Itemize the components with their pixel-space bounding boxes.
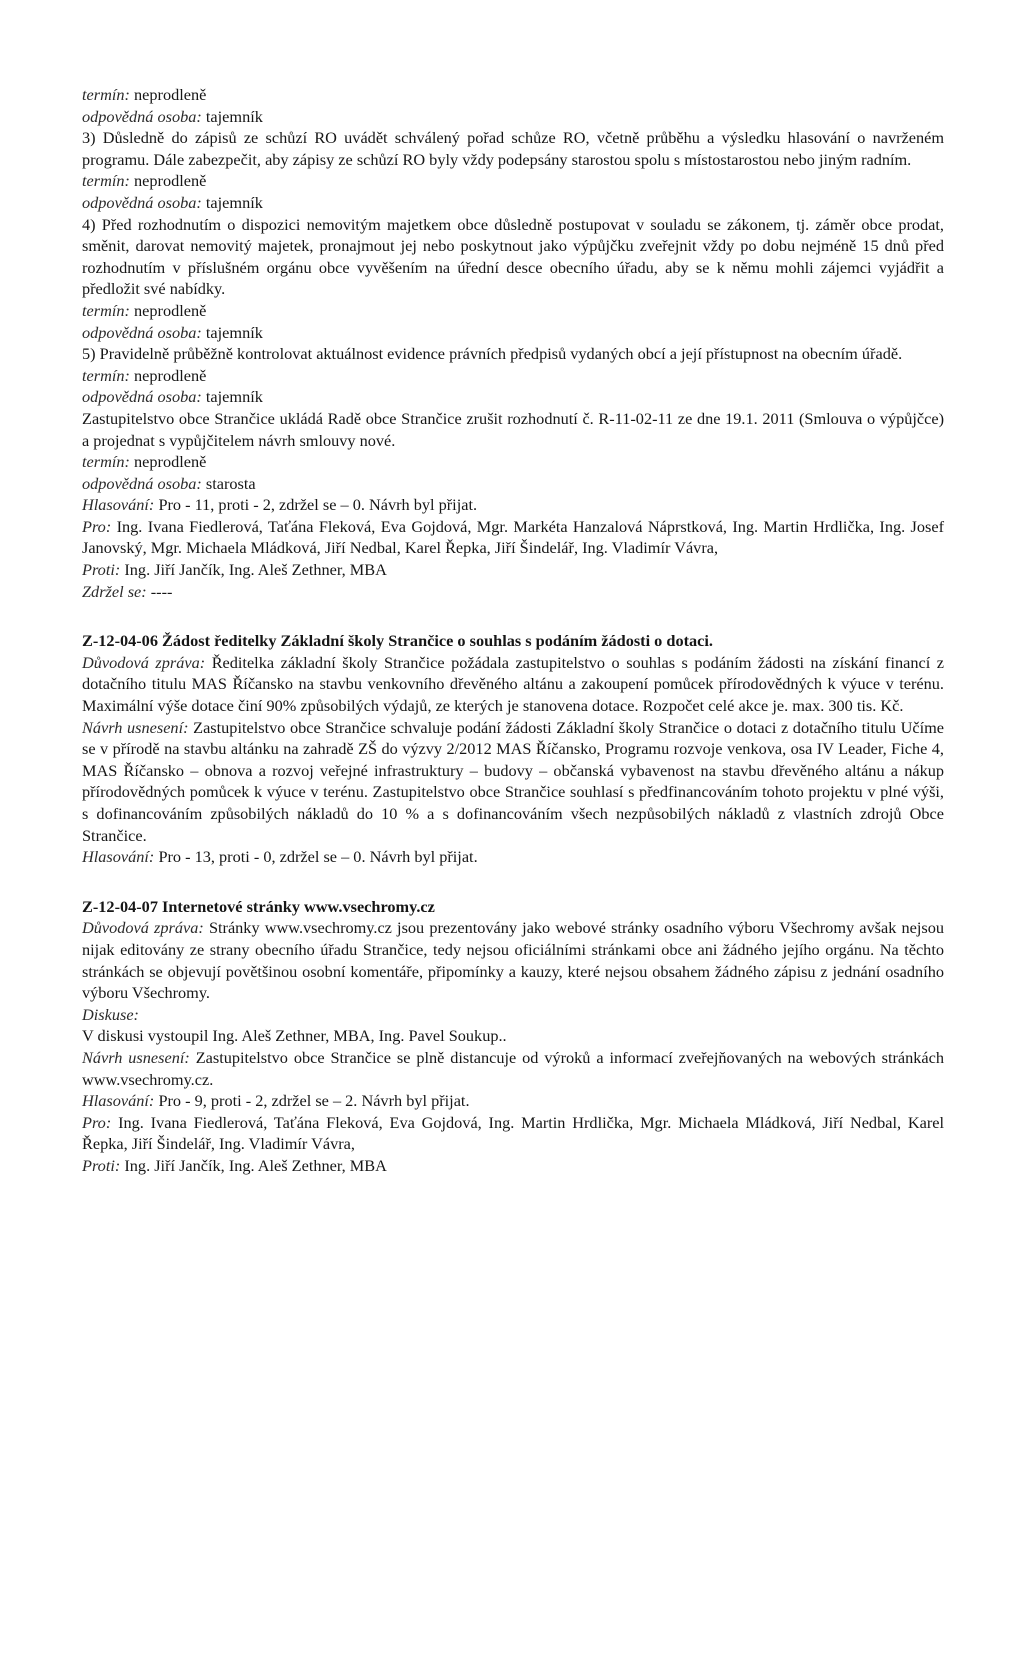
- deadline-line: [82, 451, 944, 473]
- proti-value: Ing. Jiří Jančík, Ing. Aleš Zethner, MBA: [124, 1155, 387, 1175]
- deadline-line: [82, 84, 944, 106]
- responsible-value: tajemník: [205, 322, 263, 342]
- deadline-label: termín:: [82, 300, 130, 320]
- proti-line: [82, 1155, 944, 1177]
- deadline-value: neprodleně: [134, 171, 207, 191]
- discussion-value: V diskusi vystoupil Ing. Aleš Zethner, MBA, Ing. Pavel Soukup..: [82, 1026, 507, 1046]
- vote-line: [82, 1090, 944, 1112]
- report-paragraph: [82, 917, 944, 1003]
- pro-value: Ing. Ivana Fiedlerová, Taťána Fleková, Eva Gojdová, Mgr. Markéta Hanzalová Náprstková, Ing. Martin Hrdlička, Ing. Josef Janovský, Mgr. Michaela Mládková, Jiří Nedbal, Karel Řepka, Jiří Šindelář, Ing. Vladimír Vávra,: [82, 516, 944, 558]
- section-z-12-04-06: [82, 630, 944, 868]
- pro-line: [82, 516, 944, 559]
- section-z-12-04-07: [82, 896, 944, 1177]
- responsible-line: [82, 106, 944, 128]
- proti-label: Proti:: [82, 1155, 121, 1175]
- abstain-label: Zdržel se:: [82, 581, 147, 601]
- responsible-label: odpovědná osoba:: [82, 473, 202, 493]
- section-heading: Z-12-04-06 Žádost ředitelky Základní školy Strančice o souhlas s podáním žádosti o dotaci.: [82, 631, 713, 651]
- deadline-value: neprodleně: [134, 300, 207, 320]
- pro-label: Pro:: [82, 516, 112, 536]
- document-page: [82, 84, 944, 1177]
- report-label: Důvodová zpráva:: [82, 652, 206, 672]
- responsible-label: odpovědná osoba:: [82, 106, 202, 126]
- vote-label: Hlasování:: [82, 1091, 155, 1111]
- report-label: Důvodová zpráva:: [82, 918, 204, 938]
- discussion-label: Diskuse:: [82, 1004, 139, 1024]
- section-heading: Z-12-04-07 Internetové stránky www.vsechromy.cz: [82, 896, 435, 916]
- vote-line: [82, 494, 944, 516]
- proti-line: [82, 559, 944, 581]
- report-value: Ředitelka základní školy Strančice požádala zastupitelstvo o souhlas s podáním žádosti na získání financí z dotačního titulu MAS Říčansko na stavbu venkovního dřevěného altánu a zakoupení pomůcek přírodovědných k výuce v terénu. Maximální výše dotace činí 90% způsobilých výdajů, ze kterých je stanovena dotace. Rozpočet celé akce je. max. 300 tis. Kč.: [82, 652, 944, 716]
- responsible-value: starosta: [205, 473, 256, 493]
- report-value: Stránky www.vsechromy.cz jsou prezentovány jako webové stránky osadního výboru Všechromy avšak nejsou nijak editovány ze strany obecního úřadu Strančice, tedy nejsou oficiálními stránkami obce ani žádného jejího orgánu. Na těchto stránkách se objevují povětšinou osobní komentáře, připomínky a kauzy, které nejsou obsahem žádného zápisu z jednání osadního výboru Všechromy.: [82, 918, 944, 1003]
- proposal-value: Zastupitelstvo obce Strančice schvaluje podání žádosti Základní školy Strančice o dotaci z dotačního titulu Učíme se v přírodě na stavbu altánku na zahradě ZŠ do výzvy 2/2012 MAS Říčansko, Programu rozvoje venkova, osa IV Leader, Fiche 4, MAS Říčansko – obnova a rozvoj veřejné infrastruktury – budovy – občanská vybavenost na stavbu dřevěného altánu a nákup přírodovědných pomůcek k výuce v terénu. Zastupitelstvo obce Strančice souhlasí s předfinancováním tohoto projektu v plné výši, s dofinancováním způsobilých nákladů do 10 % a s dofinancováním všech nezpůsobilých nákladů z vlastních zdrojů Obce Strančice.: [82, 717, 944, 845]
- responsible-value: tajemník: [205, 192, 263, 212]
- item-5-text: 5) Pravidelně průběžně kontrolovat aktuálnost evidence právních předpisů vydaných obcí a její přístupnost na obecním úřadě.: [82, 344, 903, 364]
- resolution-text: Zastupitelstvo obce Strančice ukládá Radě obce Strančice zrušit rozhodnutí č. R-11-02-11 ze dne 19.1. 2011 (Smlouva o výpůjčce) a projednat s vypůjčitelem návrh smlouvy nové.: [82, 408, 944, 450]
- responsible-value: tajemník: [205, 106, 263, 126]
- pro-label: Pro:: [82, 1112, 112, 1132]
- abstain-line: [82, 581, 944, 603]
- report-paragraph: [82, 652, 944, 717]
- responsible-label: odpovědná osoba:: [82, 192, 202, 212]
- proti-value: Ing. Jiří Jančík, Ing. Aleš Zethner, MBA: [124, 560, 387, 580]
- proposal-value: Zastupitelstvo obce Strančice se plně distancuje od výroků a informací zveřejňovaných na webových stránkách www.vsechromy.cz.: [82, 1047, 944, 1089]
- item-4-text: 4) Před rozhodnutím o dispozici nemovitým majetkem obce důsledně postupovat v souladu se zákonem, tj. záměr obce prodat, směnit, darovat nemovitý majetek, pronajmout jej nebo poskytnout jako výpůjčku zveřejnit vždy po dobu nejméně 15 dnů před rozhodnutím v příslušném orgánu obce vyvěšením na úřední desce obecního úřadu, aby se k němu mohli zájemci vyjádřit a předložit své nabídky.: [82, 214, 944, 299]
- deadline-value: neprodleně: [134, 85, 207, 104]
- pro-value: Ing. Ivana Fiedlerová, Taťána Fleková, Eva Gojdová, Ing. Martin Hrdlička, Mgr. Michaela Mládková, Jiří Nedbal, Karel Řepka, Jiří Šindelář, Ing. Vladimír Vávra,: [82, 1112, 944, 1154]
- responsible-line: [82, 192, 944, 214]
- abstain-value: ----: [150, 581, 173, 601]
- responsible-label: odpovědná osoba:: [82, 387, 202, 407]
- responsible-line: [82, 386, 944, 408]
- deadline-line: [82, 365, 944, 387]
- deadline-value: neprodleně: [134, 452, 207, 472]
- proposal-paragraph: [82, 717, 944, 847]
- responsible-label: odpovědná osoba:: [82, 322, 202, 342]
- item-3-text: 3) Důsledně do zápisů ze schůzí RO uvádět schválený pořad schůze RO, včetně průběhu a výsledku hlasování o navrženém programu. Dále zabezpečit, aby zápisy ze schůzí RO byly vždy podepsány starostou spolu s místostarostou nebo jiným radním.: [82, 128, 944, 169]
- proposal-paragraph: [82, 1047, 944, 1090]
- vote-value: Pro - 9, proti - 2, zdržel se – 2. Návrh byl přijat.: [158, 1091, 470, 1111]
- responsible-line: [82, 322, 944, 344]
- vote-value: Pro - 11, proti - 2, zdržel se – 0. Návrh byl přijat.: [158, 495, 478, 515]
- pro-line: [82, 1112, 944, 1155]
- proposal-label: Návrh usnesení:: [82, 717, 189, 737]
- deadline-label: termín:: [82, 365, 130, 385]
- proti-label: Proti:: [82, 560, 121, 580]
- responsible-line: [82, 473, 944, 495]
- responsible-value: tajemník: [205, 387, 263, 407]
- vote-value: Pro - 13, proti - 0, zdržel se – 0. Návrh byl přijat.: [158, 847, 478, 867]
- deadline-label: termín:: [82, 452, 130, 472]
- proposal-label: Návrh usnesení:: [82, 1047, 190, 1067]
- vote-label: Hlasování:: [82, 847, 155, 867]
- deadline-value: neprodleně: [134, 365, 207, 385]
- deadline-line: [82, 300, 944, 322]
- vote-label: Hlasování:: [82, 495, 155, 515]
- deadline-label: termín:: [82, 85, 130, 104]
- vote-line: [82, 846, 944, 868]
- deadline-label: termín:: [82, 171, 130, 191]
- deadline-line: [82, 170, 944, 192]
